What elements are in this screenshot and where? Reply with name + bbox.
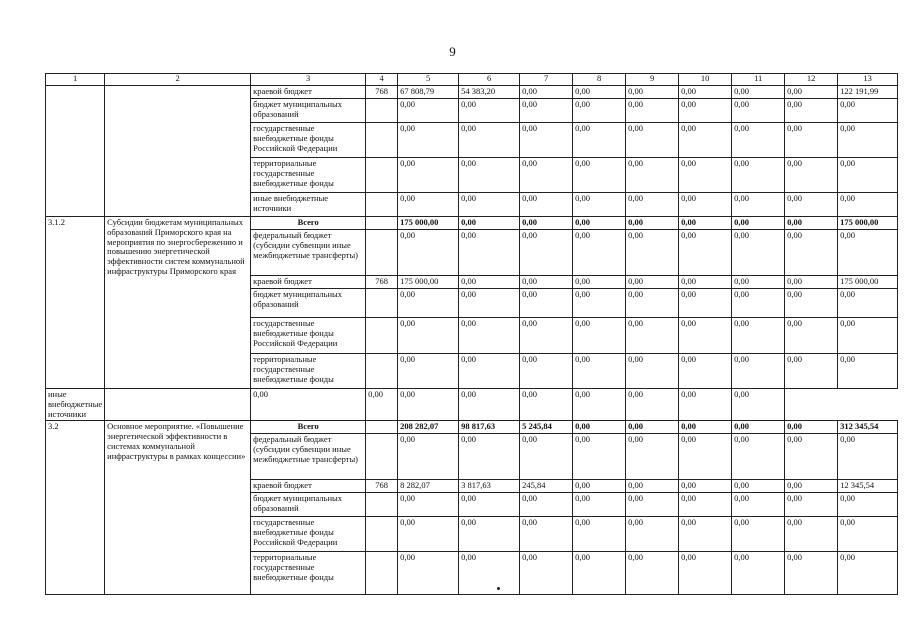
column-header: 2: [105, 74, 251, 86]
amount-cell: 0,00: [838, 354, 898, 389]
code-cell: [366, 123, 398, 158]
amount-cell: 0,00: [626, 517, 679, 552]
amount-cell: 0,00: [732, 217, 785, 230]
measure-name-cell: Основное мероприятие. «Повышение энергетической эффективности в системах коммунальной инфраструктуры в рамках концессии»: [105, 421, 251, 595]
amount-cell: 0,00: [838, 434, 898, 480]
amount-cell: 0,00: [838, 552, 898, 595]
amount-cell: 0,00: [459, 493, 520, 517]
amount-cell: 0,00: [679, 552, 732, 595]
code-cell: 768: [366, 86, 398, 99]
code-cell: 768: [366, 276, 398, 289]
amount-cell: 0,00: [573, 421, 626, 434]
amount-cell: 0,00: [520, 230, 573, 276]
code-cell: [366, 354, 398, 389]
budget-table: [45, 73, 898, 595]
amount-cell: 0,00: [626, 289, 679, 318]
amount-cell: 67 808,79: [398, 86, 459, 99]
amount-cell: 0,00: [520, 193, 573, 217]
amount-cell: 0,00: [626, 99, 679, 123]
amount-cell: 0,00: [838, 493, 898, 517]
amount-cell: 0,00: [679, 217, 732, 230]
amount-cell: 0,00: [732, 434, 785, 480]
column-header: 3: [251, 74, 366, 86]
funding-source-cell: территориальные государственные внебюджетные фонды: [251, 552, 366, 595]
funding-source-cell: иные внебюджетные источники: [251, 193, 366, 217]
amount-cell: 0,00: [732, 158, 785, 193]
amount-cell: 0,00: [573, 193, 626, 217]
funding-source-cell: бюджет муниципальных образований: [251, 493, 366, 517]
header-row: [46, 74, 898, 86]
code-cell: [366, 289, 398, 318]
amount-cell: 0,00: [679, 193, 732, 217]
amount-cell: 98 817,63: [459, 421, 520, 434]
amount-cell: 0,00: [838, 517, 898, 552]
amount-cell: 0,00: [520, 434, 573, 480]
column-header: 12: [785, 74, 838, 86]
column-header: 5: [398, 74, 459, 86]
amount-cell: 0,00: [251, 389, 366, 421]
amount-cell: 0,00: [785, 289, 838, 318]
code-cell: [105, 389, 251, 421]
amount-cell: 0,00: [520, 552, 573, 595]
amount-cell: 0,00: [732, 276, 785, 289]
code-cell: [366, 434, 398, 480]
amount-cell: 0,00: [732, 552, 785, 595]
amount-cell: 12 345,54: [838, 480, 898, 493]
amount-cell: 0,00: [785, 552, 838, 595]
amount-cell: 0,00: [679, 289, 732, 318]
amount-cell: 0,00: [838, 193, 898, 217]
amount-cell: 0,00: [626, 86, 679, 99]
funding-source-cell: федеральный бюджет (субсидии субвенции иные межбюджетные трансферты): [251, 230, 366, 276]
code-cell: [366, 230, 398, 276]
amount-cell: 0,00: [398, 158, 459, 193]
amount-cell: 245,84: [520, 480, 573, 493]
amount-cell: 0,00: [679, 517, 732, 552]
amount-cell: 0,00: [520, 289, 573, 318]
code-cell: [366, 193, 398, 217]
amount-cell: 0,00: [520, 493, 573, 517]
amount-cell: 0,00: [573, 86, 626, 99]
amount-cell: 0,00: [679, 123, 732, 158]
amount-cell: 0,00: [459, 193, 520, 217]
amount-cell: 0,00: [459, 354, 520, 389]
amount-cell: 0,00: [732, 421, 785, 434]
amount-cell: 0,00: [679, 493, 732, 517]
amount-cell: 0,00: [626, 318, 679, 354]
code-cell: [366, 552, 398, 595]
funding-source-cell: Всего: [251, 217, 366, 230]
amount-cell: 0,00: [626, 230, 679, 276]
amount-cell: 0,00: [459, 389, 520, 421]
number-cell: 3.2: [46, 421, 105, 595]
measure-name-cell: Субсидии бюджетам муниципальных образований Приморского края на мероприятия по энергосбережению и повышению энергетической эффективности систем коммунальной инфраструктуры Приморского края: [105, 217, 251, 389]
measure-name-cell: [105, 86, 251, 217]
column-header: 11: [732, 74, 785, 86]
amount-cell: 0,00: [732, 99, 785, 123]
code-cell: [366, 517, 398, 552]
amount-cell: 0,00: [785, 99, 838, 123]
amount-cell: 0,00: [459, 318, 520, 354]
amount-cell: 0,00: [732, 318, 785, 354]
funding-source-cell: краевой бюджет: [251, 480, 366, 493]
amount-cell: 0,00: [626, 389, 679, 421]
amount-cell: 0,00: [520, 318, 573, 354]
amount-cell: 0,00: [838, 230, 898, 276]
amount-cell: 0,00: [398, 517, 459, 552]
amount-cell: 0,00: [459, 434, 520, 480]
column-header: 13: [838, 74, 898, 86]
amount-cell: 0,00: [679, 421, 732, 434]
amount-cell: 0,00: [679, 318, 732, 354]
amount-cell: 175 000,00: [838, 217, 898, 230]
column-header: 7: [520, 74, 573, 86]
amount-cell: 0,00: [520, 389, 573, 421]
amount-cell: 54 383,20: [459, 86, 520, 99]
amount-cell: 0,00: [626, 276, 679, 289]
amount-cell: 0,00: [732, 193, 785, 217]
amount-cell: 0,00: [459, 217, 520, 230]
amount-cell: 0,00: [398, 230, 459, 276]
number-cell: [46, 86, 105, 217]
amount-cell: 0,00: [573, 289, 626, 318]
amount-cell: 0,00: [459, 552, 520, 595]
amount-cell: 0,00: [398, 193, 459, 217]
amount-cell: 0,00: [785, 86, 838, 99]
funding-source-cell: государственные внебюджетные фонды Российской Федерации: [251, 318, 366, 354]
amount-cell: 0,00: [398, 389, 459, 421]
amount-cell: 0,00: [838, 318, 898, 354]
amount-cell: 0,00: [679, 480, 732, 493]
amount-cell: 0,00: [573, 230, 626, 276]
amount-cell: 0,00: [573, 318, 626, 354]
amount-cell: 0,00: [398, 552, 459, 595]
amount-cell: 0,00: [573, 354, 626, 389]
column-header: 4: [366, 74, 398, 86]
amount-cell: 175 000,00: [398, 217, 459, 230]
table-row: [46, 217, 898, 230]
amount-cell: 0,00: [785, 123, 838, 158]
funding-source-cell: Всего: [251, 421, 366, 434]
funding-source-cell: территориальные государственные внебюджетные фонды: [251, 354, 366, 389]
amount-cell: 0,00: [785, 493, 838, 517]
code-cell: [366, 99, 398, 123]
code-cell: [366, 493, 398, 517]
amount-cell: 5 245,84: [520, 421, 573, 434]
amount-cell: 0,00: [398, 99, 459, 123]
amount-cell: 0,00: [520, 123, 573, 158]
amount-cell: 208 282,07: [398, 421, 459, 434]
amount-cell: 0,00: [679, 158, 732, 193]
column-header: 6: [459, 74, 520, 86]
amount-cell: 0,00: [459, 276, 520, 289]
amount-cell: 0,00: [838, 123, 898, 158]
amount-cell: 0,00: [459, 99, 520, 123]
amount-cell: 0,00: [459, 158, 520, 193]
amount-cell: 0,00: [626, 354, 679, 389]
funding-source-cell: краевой бюджет: [251, 276, 366, 289]
amount-cell: 0,00: [626, 421, 679, 434]
amount-cell: 0,00: [732, 517, 785, 552]
amount-cell: 0,00: [785, 318, 838, 354]
column-header: 9: [626, 74, 679, 86]
amount-cell: 0,00: [626, 217, 679, 230]
amount-cell: 0,00: [785, 354, 838, 389]
amount-cell: 0,00: [785, 230, 838, 276]
amount-cell: 0,00: [732, 480, 785, 493]
amount-cell: 0,00: [785, 421, 838, 434]
amount-cell: 0,00: [626, 193, 679, 217]
amount-cell: 0,00: [785, 217, 838, 230]
amount-cell: 0,00: [573, 389, 626, 421]
amount-cell: 0,00: [520, 99, 573, 123]
amount-cell: 0,00: [520, 517, 573, 552]
funding-source-cell: краевой бюджет: [251, 86, 366, 99]
column-header: 8: [573, 74, 626, 86]
amount-cell: 312 345,54: [838, 421, 898, 434]
code-cell: [366, 421, 398, 434]
code-cell: 768: [366, 480, 398, 493]
funding-source-cell: федеральный бюджет (субсидии субвенции иные межбюджетные трансферты): [251, 434, 366, 480]
amount-cell: 0,00: [520, 354, 573, 389]
amount-cell: 0,00: [679, 434, 732, 480]
amount-cell: 0,00: [732, 389, 785, 421]
code-cell: [366, 318, 398, 354]
amount-cell: 0,00: [573, 123, 626, 158]
amount-cell: 0,00: [366, 389, 398, 421]
amount-cell: 0,00: [626, 480, 679, 493]
amount-cell: 0,00: [732, 86, 785, 99]
amount-cell: 0,00: [398, 289, 459, 318]
amount-cell: 0,00: [573, 276, 626, 289]
amount-cell: 0,00: [573, 99, 626, 123]
column-header: 10: [679, 74, 732, 86]
amount-cell: 3 817,63: [459, 480, 520, 493]
table-row: [46, 86, 898, 99]
amount-cell: 0,00: [838, 99, 898, 123]
amount-cell: 0,00: [573, 217, 626, 230]
amount-cell: 0,00: [785, 276, 838, 289]
amount-cell: 0,00: [626, 158, 679, 193]
amount-cell: 0,00: [785, 193, 838, 217]
amount-cell: 175 000,00: [838, 276, 898, 289]
amount-cell: 0,00: [398, 318, 459, 354]
amount-cell: 0,00: [679, 276, 732, 289]
amount-cell: 0,00: [573, 517, 626, 552]
funding-source-cell: государственные внебюджетные фонды Российской Федерации: [251, 517, 366, 552]
amount-cell: 0,00: [459, 123, 520, 158]
amount-cell: 0,00: [520, 276, 573, 289]
funding-source-cell: бюджет муниципальных образований: [251, 99, 366, 123]
amount-cell: 0,00: [679, 99, 732, 123]
number-cell: 3.1.2: [46, 217, 105, 389]
amount-cell: 0,00: [626, 434, 679, 480]
funding-source-cell: государственные внебюджетные фонды Российской Федерации: [251, 123, 366, 158]
table-row: [46, 421, 898, 434]
amount-cell: 0,00: [732, 230, 785, 276]
amount-cell: 0,00: [838, 158, 898, 193]
amount-cell: 0,00: [679, 230, 732, 276]
amount-cell: 0,00: [732, 493, 785, 517]
amount-cell: 0,00: [626, 123, 679, 158]
amount-cell: 0,00: [520, 217, 573, 230]
amount-cell: 0,00: [626, 493, 679, 517]
amount-cell: 0,00: [573, 480, 626, 493]
amount-cell: 0,00: [520, 158, 573, 193]
amount-cell: 0,00: [520, 86, 573, 99]
amount-cell: 0,00: [459, 230, 520, 276]
code-cell: [366, 158, 398, 193]
amount-cell: 0,00: [398, 434, 459, 480]
amount-cell: 0,00: [785, 480, 838, 493]
amount-cell: 0,00: [573, 552, 626, 595]
code-cell: [366, 217, 398, 230]
amount-cell: 0,00: [679, 389, 732, 421]
page-number: 9: [449, 44, 456, 59]
amount-cell: 0,00: [573, 158, 626, 193]
amount-cell: 0,00: [573, 493, 626, 517]
amount-cell: 0,00: [679, 86, 732, 99]
amount-cell: 0,00: [732, 289, 785, 318]
amount-cell: 0,00: [785, 434, 838, 480]
amount-cell: 122 191,99: [838, 86, 898, 99]
column-header: 1: [46, 74, 105, 86]
amount-cell: 0,00: [732, 123, 785, 158]
amount-cell: 0,00: [398, 123, 459, 158]
funding-source-cell: иные внебюджетные источники: [46, 389, 105, 421]
amount-cell: 0,00: [398, 354, 459, 389]
amount-cell: 0,00: [838, 289, 898, 318]
amount-cell: 0,00: [459, 517, 520, 552]
amount-cell: 0,00: [398, 493, 459, 517]
amount-cell: 0,00: [679, 354, 732, 389]
amount-cell: 0,00: [785, 517, 838, 552]
funding-source-cell: бюджет муниципальных образований: [251, 289, 366, 318]
amount-cell: 0,00: [573, 434, 626, 480]
funding-source-cell: территориальные государственные внебюджетные фонды: [251, 158, 366, 193]
amount-cell: 0,00: [785, 158, 838, 193]
table-row: [46, 389, 898, 421]
amount-cell: 0,00: [732, 354, 785, 389]
amount-cell: 0,00: [626, 552, 679, 595]
scan-speck: [497, 587, 500, 590]
amount-cell: 8 282,07: [398, 480, 459, 493]
amount-cell: 175 000,00: [398, 276, 459, 289]
amount-cell: 0,00: [459, 289, 520, 318]
